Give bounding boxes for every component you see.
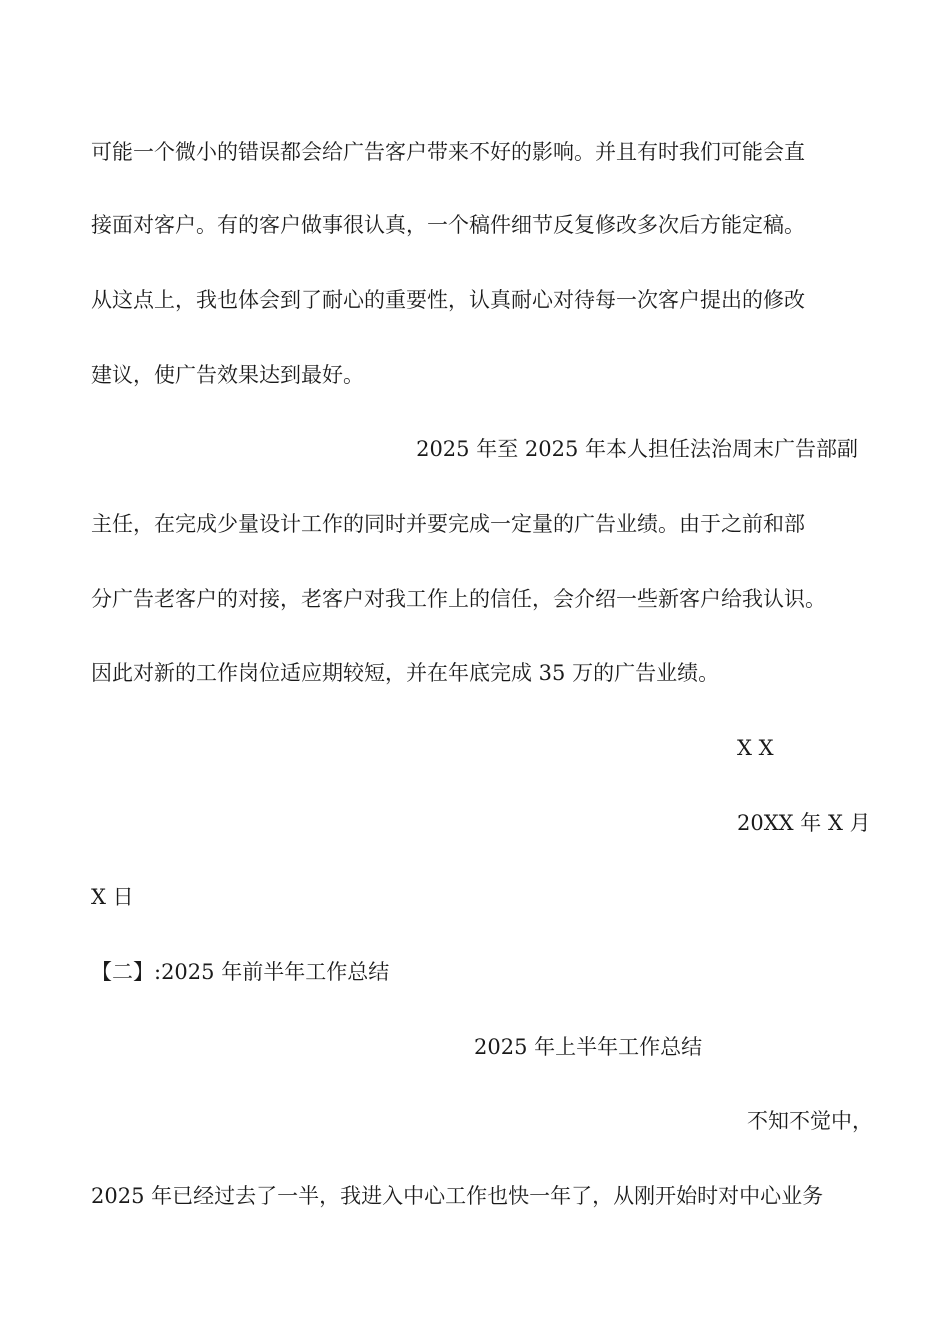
paragraph-line-2: 接面对客户。有的客户做事很认真，一个稿件细节反复修改多次后方能定稿。 — [91, 213, 805, 237]
paragraph-line-6: 主任，在完成少量设计工作的同时并要完成一定量的广告业绩。由于之前和部 — [91, 512, 805, 536]
paragraph-line-7: 分广告老客户的对接，老客户对我工作上的信任，会介绍一些新客户给我认识。 — [91, 587, 826, 611]
section-heading: 【二】:2025 年前半年工作总结 — [91, 960, 390, 984]
signature-day: X 日 — [91, 885, 134, 909]
signature-date: 20XX 年 X 月 — [737, 811, 871, 835]
paragraph-line-5: 2025 年至 2025 年本人担任法治周末广告部副 — [416, 437, 858, 461]
paragraph-line-9: 不知不觉中， — [747, 1109, 873, 1133]
paragraph-line-8: 因此对新的工作岗位适应期较短，并在年底完成 35 万的广告业绩。 — [91, 661, 720, 685]
document-title: 2025 年上半年工作总结 — [474, 1035, 703, 1059]
paragraph-line-10: 2025 年已经过去了一半，我进入中心工作也快一年了，从刚开始时对中心业务 — [91, 1184, 824, 1208]
paragraph-line-1: 可能一个微小的错误都会给广告客户带来不好的影响。并且有时我们可能会直 — [91, 140, 805, 164]
paragraph-line-3: 从这点上，我也体会到了耐心的重要性，认真耐心对待每一次客户提出的修改 — [91, 288, 805, 312]
signature-name: X X — [737, 736, 774, 760]
paragraph-line-4: 建议，使广告效果达到最好。 — [91, 363, 364, 387]
